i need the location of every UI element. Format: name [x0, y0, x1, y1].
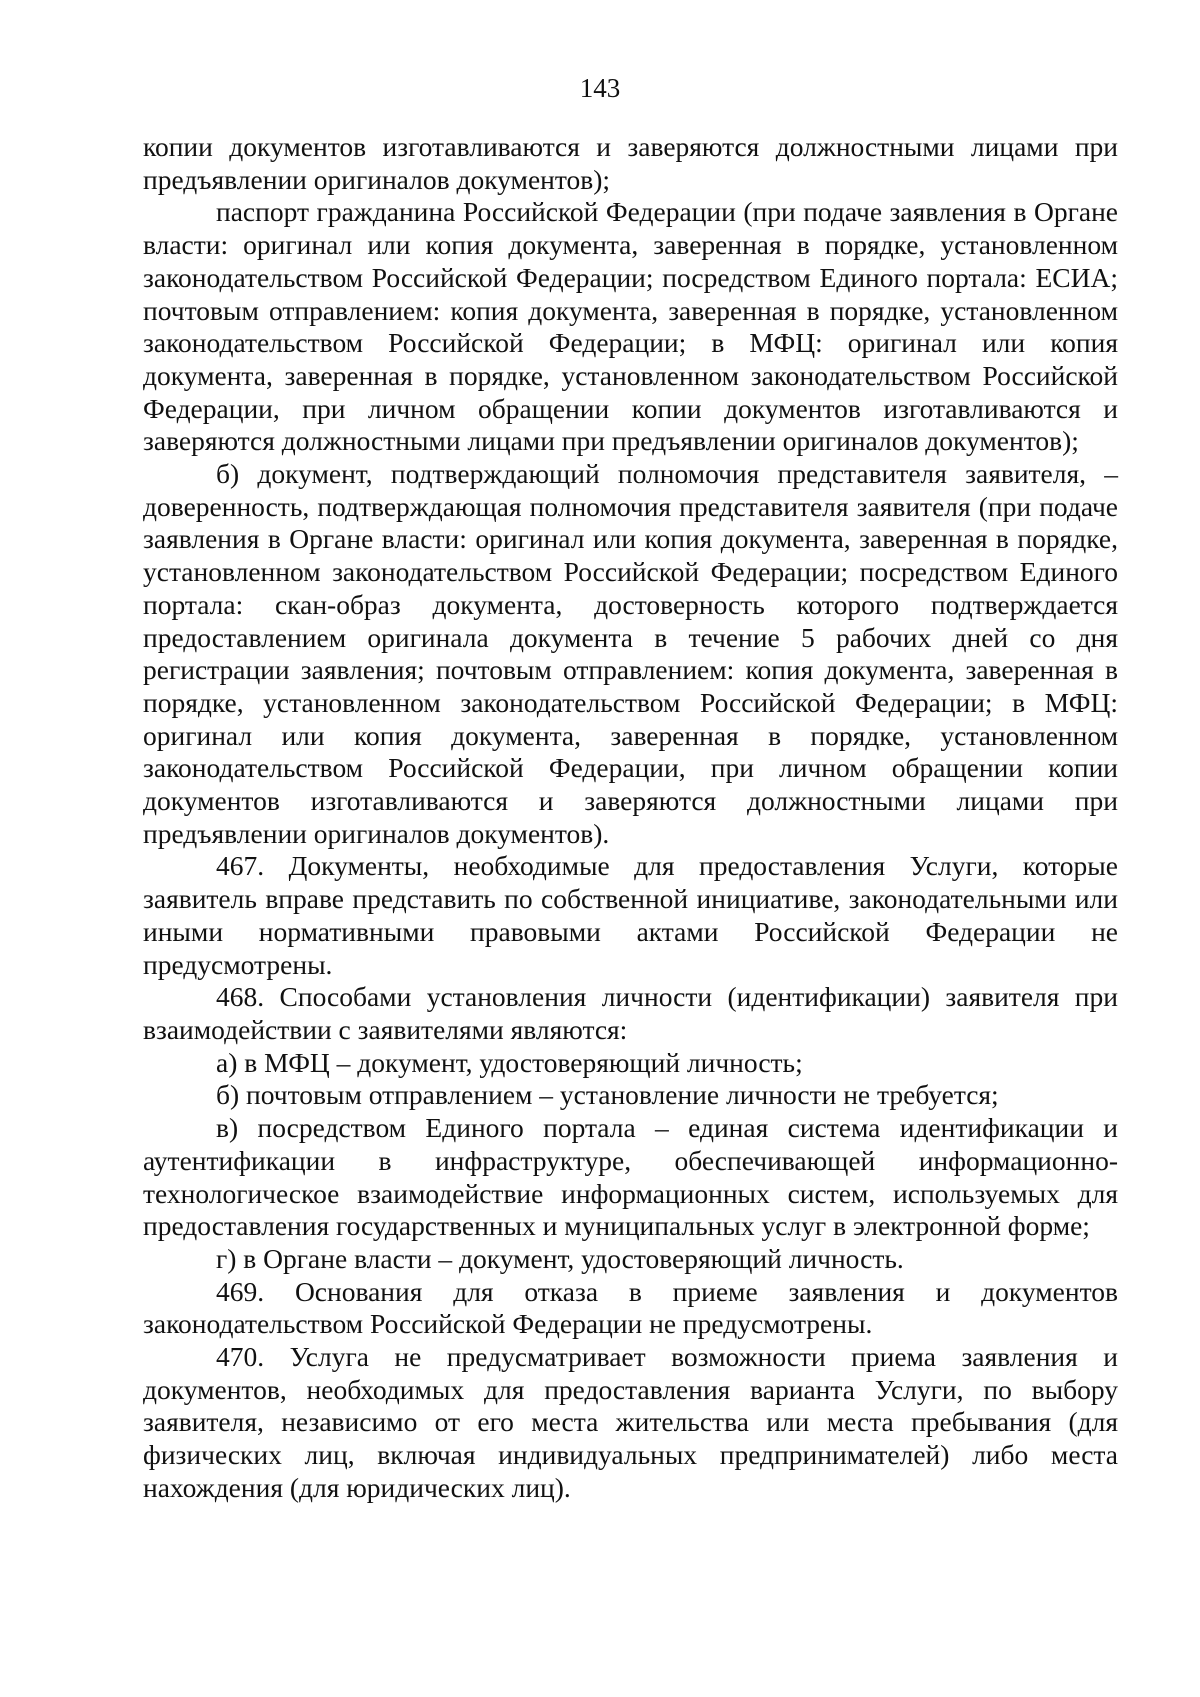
paragraph-467: 467. Документы, необходимые для предоставления Услуги, которые заявитель вправе представить по собственной инициативе, законодательными или иными нормативными правовыми актами Российской Федерации не предусмотрены.: [143, 850, 1118, 980]
paragraph-468-a: а) в МФЦ – документ, удостоверяющий личность;: [216, 1046, 803, 1078]
document-body: [143, 131, 1118, 1505]
paragraph-468-b: б) почтовым отправлением – установление личности не требуется;: [216, 1079, 999, 1111]
paragraph-468-v: в) посредством Единого портала – единая система идентификации и аутентификации в инфраструктуре, обеспечивающей информационно-технологическое взаимодействие информационных систем, используемых для предоставления государственных и муниципальных услуг в электронной форме;: [143, 1112, 1118, 1242]
paragraph-representative-document: б) документ, подтверждающий полномочия представителя заявителя, – доверенность, подтверждающая полномочия представителя заявителя (при подаче заявления в Органе власти: оригинал или копия документа, заверенная в порядке, установленном законодательством Российской Федерации; посредством Единого портала: скан-образ документа, достоверность которого подтверждается предоставлением оригинала документа в течение 5 рабочих дней со дня регистрации заявления; почтовым отправлением: копия документа, заверенная в порядке, установленном законодательством Российской Федерации; в МФЦ: оригинал или копия документа, заверенная в порядке, установленном законодательством Российской Федерации, при личном обращении копии документов изготавливаются и заверяются должностными лицами при предъявлении оригиналов документов).: [143, 458, 1118, 849]
paragraph-470: 470. Услуга не предусматривает возможности приема заявления и документов, необходимых для предоставления варианта Услуги, по выбору заявителя, независимо от его места жительства или места пребывания (для физических лиц, включая индивидуальных предпринимателей) либо места нахождения (для юридических лиц).: [143, 1341, 1118, 1503]
page-number: 143: [579, 73, 621, 103]
paragraph-468-g: г) в Органе власти – документ, удостоверяющий личность.: [216, 1242, 904, 1274]
paragraph-passport: паспорт гражданина Российской Федерации (при подаче заявления в Органе власти: оригинал или копия документа, заверенная в порядке, установленном законодательством Российской Федерации; посредством Единого портала: ЕСИА; почтовым отправлением: копия документа, заверенная в порядке, установленном законодательством Российской Федерации; в МФЦ: оригинал или копия документа, заверенная в порядке, установленном законодательством Российской Федерации, при личном обращении копии документов изготавливаются и заверяются должностными лицами при предъявлении оригиналов документов);: [143, 196, 1118, 457]
paragraph-continuation: копии документов изготавливаются и заверяются должностными лицами при предъявлении оригиналов документов);: [143, 131, 1118, 195]
paragraph-468: 468. Способами установления личности (идентификации) заявителя при взаимодействии с заявителями являются:: [143, 981, 1118, 1045]
paragraph-469: 469. Основания для отказа в приеме заявления и документов законодательством Российской Федерации не предусмотрены.: [143, 1275, 1118, 1340]
